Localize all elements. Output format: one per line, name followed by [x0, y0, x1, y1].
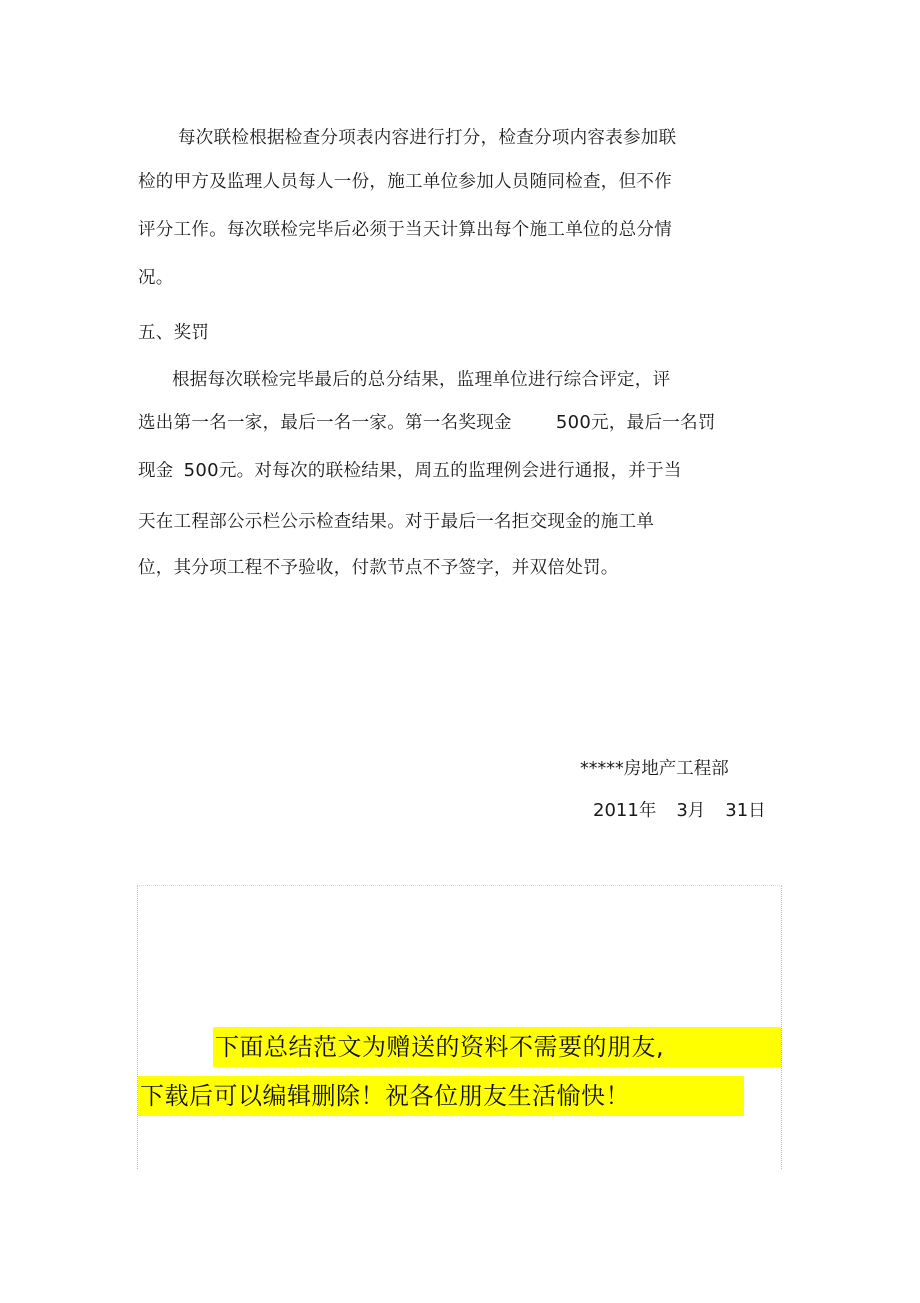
- signature-date: [593, 799, 766, 823]
- notice-highlight-line-2: 下载后可以编辑删除！祝各位朋友生活愉快！: [138, 1076, 744, 1116]
- section-5-line-3: [138, 459, 682, 483]
- signature-organization: *****房地产工程部: [580, 759, 729, 779]
- section-5-line-2-text-b: 元，最后一名罚: [591, 413, 716, 433]
- date-year: 2011: [593, 800, 639, 821]
- section-5-line-4: 天在工程部公示栏公示检查结果。对于最后一名拒交现金的施工单: [138, 512, 655, 532]
- date-year-unit: 年: [638, 801, 657, 821]
- paragraph-1-line-3: 评分工作。每次联检完毕后必须于当天计算出每个施工单位的总分情: [138, 220, 672, 240]
- section-5-line-1: 根据每次联检完毕最后的总分结果，监理单位进行综合评定，评: [172, 370, 671, 390]
- section-5-line-2-text-a: 选出第一名一家，最后一名一家。第一名奖现金: [138, 413, 512, 433]
- date-day: 31: [725, 800, 749, 821]
- paragraph-1-line-2: 检的甲方及监理人员每人一份，施工单位参加人员随同检查，但不作: [138, 172, 672, 192]
- date-day-unit: 日: [748, 801, 766, 821]
- section-5-line-5: 位，其分项工程不予验收，付款节点不予签字，并双倍处罚。: [138, 558, 619, 578]
- section-5-heading: 五、奖罚: [138, 323, 210, 343]
- section-5-line-3-text-b: 元。对每次的联检结果，周五的监理例会进行通报，并于当: [218, 461, 682, 481]
- section-5-line-3-text-a: 现金: [138, 461, 174, 481]
- date-month: 3: [676, 800, 688, 821]
- notice-highlight-line-1: 下面总结范文为赠送的资料不需要的朋友,: [213, 1027, 781, 1067]
- penalty-amount: 500: [183, 460, 219, 481]
- paragraph-1-line-4: 况。: [138, 268, 174, 288]
- section-5-line-2: [138, 411, 716, 435]
- paragraph-1-line-1: 每次联检根据检查分项表内容进行打分，检查分项内容表参加联: [178, 128, 677, 148]
- reward-amount: 500: [555, 412, 592, 433]
- date-month-unit: 月: [687, 801, 706, 821]
